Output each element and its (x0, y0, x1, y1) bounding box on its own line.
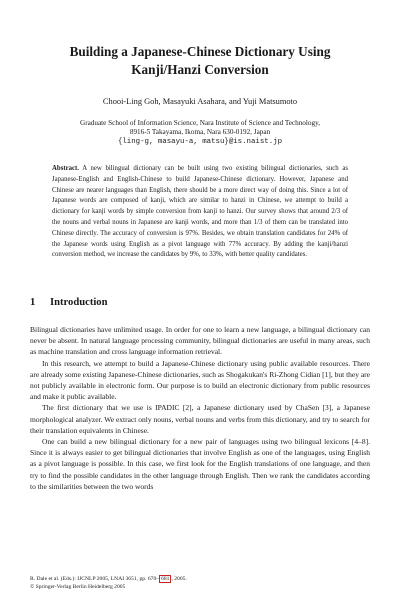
abstract-label: Abstract. (52, 165, 79, 172)
page-link[interactable]: 681 (161, 576, 170, 582)
section-number: 1 (30, 297, 36, 308)
citation-text: R. Dale et al. (Eds.): IJCNLP 2005, LNAI 3651, pp. 670– (30, 576, 160, 582)
author-email: {ling-g, masayu-a, matsu}@is.naist.jp (117, 138, 283, 146)
citation-line (30, 575, 370, 583)
abstract-text: A new bilingual dictionary can be built using two existing bilingual dictionaries, such as Japanese-English and English-Chinese to build Japanese-Chinese dictionary. However, Japanese and Chinese are nearer languages than English, there should be a more direct way of doing this. Since a lot of Japanese words are composed of kanji, which are similar to hanzi in Chinese, we attempt to build a dictionary for kanji words by simple conversion from kanji to hanzi. Our survey shows that around 2/3 of the nouns and verbal nouns in Japanese are kanji words, and more than 1/3 of them can be translated into Chinese directly. The accuracy of conversion is 97%. Besides, we obtain translation candidates for 24% of the Japanese words using English as a pivot language with 77% accuracy. By adding the kanji/hanzi conversion method, we increase the candidates by 9%, to 33%, with better quality candidates. (52, 165, 348, 259)
affiliation-line-1: Graduate School of Information Science, Nara Institute of Science and Technology, (80, 119, 320, 127)
paragraph: In this research, we attempt to build a Japanese-Chinese dictionary using public available resources. There are already some existing Japanese-Chinese dictionaries, such as Shogakukan's Ri-Zhong Cidian [1], but they are not publicly available in electronic form. Our purpose is to build an electronic dictionary from public resources and make it public available. (30, 358, 371, 402)
section-title: Introduction (50, 297, 108, 308)
abstract (52, 164, 348, 261)
paragraph: Bilingual dictionaries have unlimited usage. In order for one to learn a new language, a bilingual dictionary can never be absent. In natural language processing community, bilingual dictionaries are useful in many areas, such as machine translation and cross language information retrieval. (30, 325, 370, 357)
citation-year: , 2005. (171, 576, 187, 582)
affiliation-line-2: 8916-5 Takayama, Ikoma, Nara 630-0192, Japan (129, 128, 271, 136)
copyright-line: © Springer-Verlag Berlin Heidelberg 2005 (30, 584, 126, 590)
paragraph: The first dictionary that we use is IPADIC [2], a Japanese dictionary used by ChaSen [3], a Japanese morphological analyzer. We extract only nouns, verbal nouns and verbs from this dictionary, and try to search for their translation equivalents in Chinese. (30, 403, 370, 435)
title-line-1: Building a Japanese-Chinese Dictionary Using (69, 44, 331, 59)
title-line-2: Kanji/Hanzi Conversion (131, 62, 269, 77)
paragraph: One can build a new bilingual dictionary for a new pair of languages using two bilingual lexicons [4–8]. Since it is always easier to get bilingual dictionaries that involve English as one of the languages, using English as a pivot language is possible. In this case, we first look for the English translations of one language, and then try to find the possible candidates in the other language through English. Then we rank the candidates according to the similarities between the two words (30, 437, 370, 491)
authors: Chooi-Ling Goh, Masayuki Asahara, and Yuji Matsumoto (102, 97, 298, 106)
introduction-body (30, 324, 370, 492)
section-heading (30, 296, 330, 309)
citation-footer (30, 575, 370, 591)
